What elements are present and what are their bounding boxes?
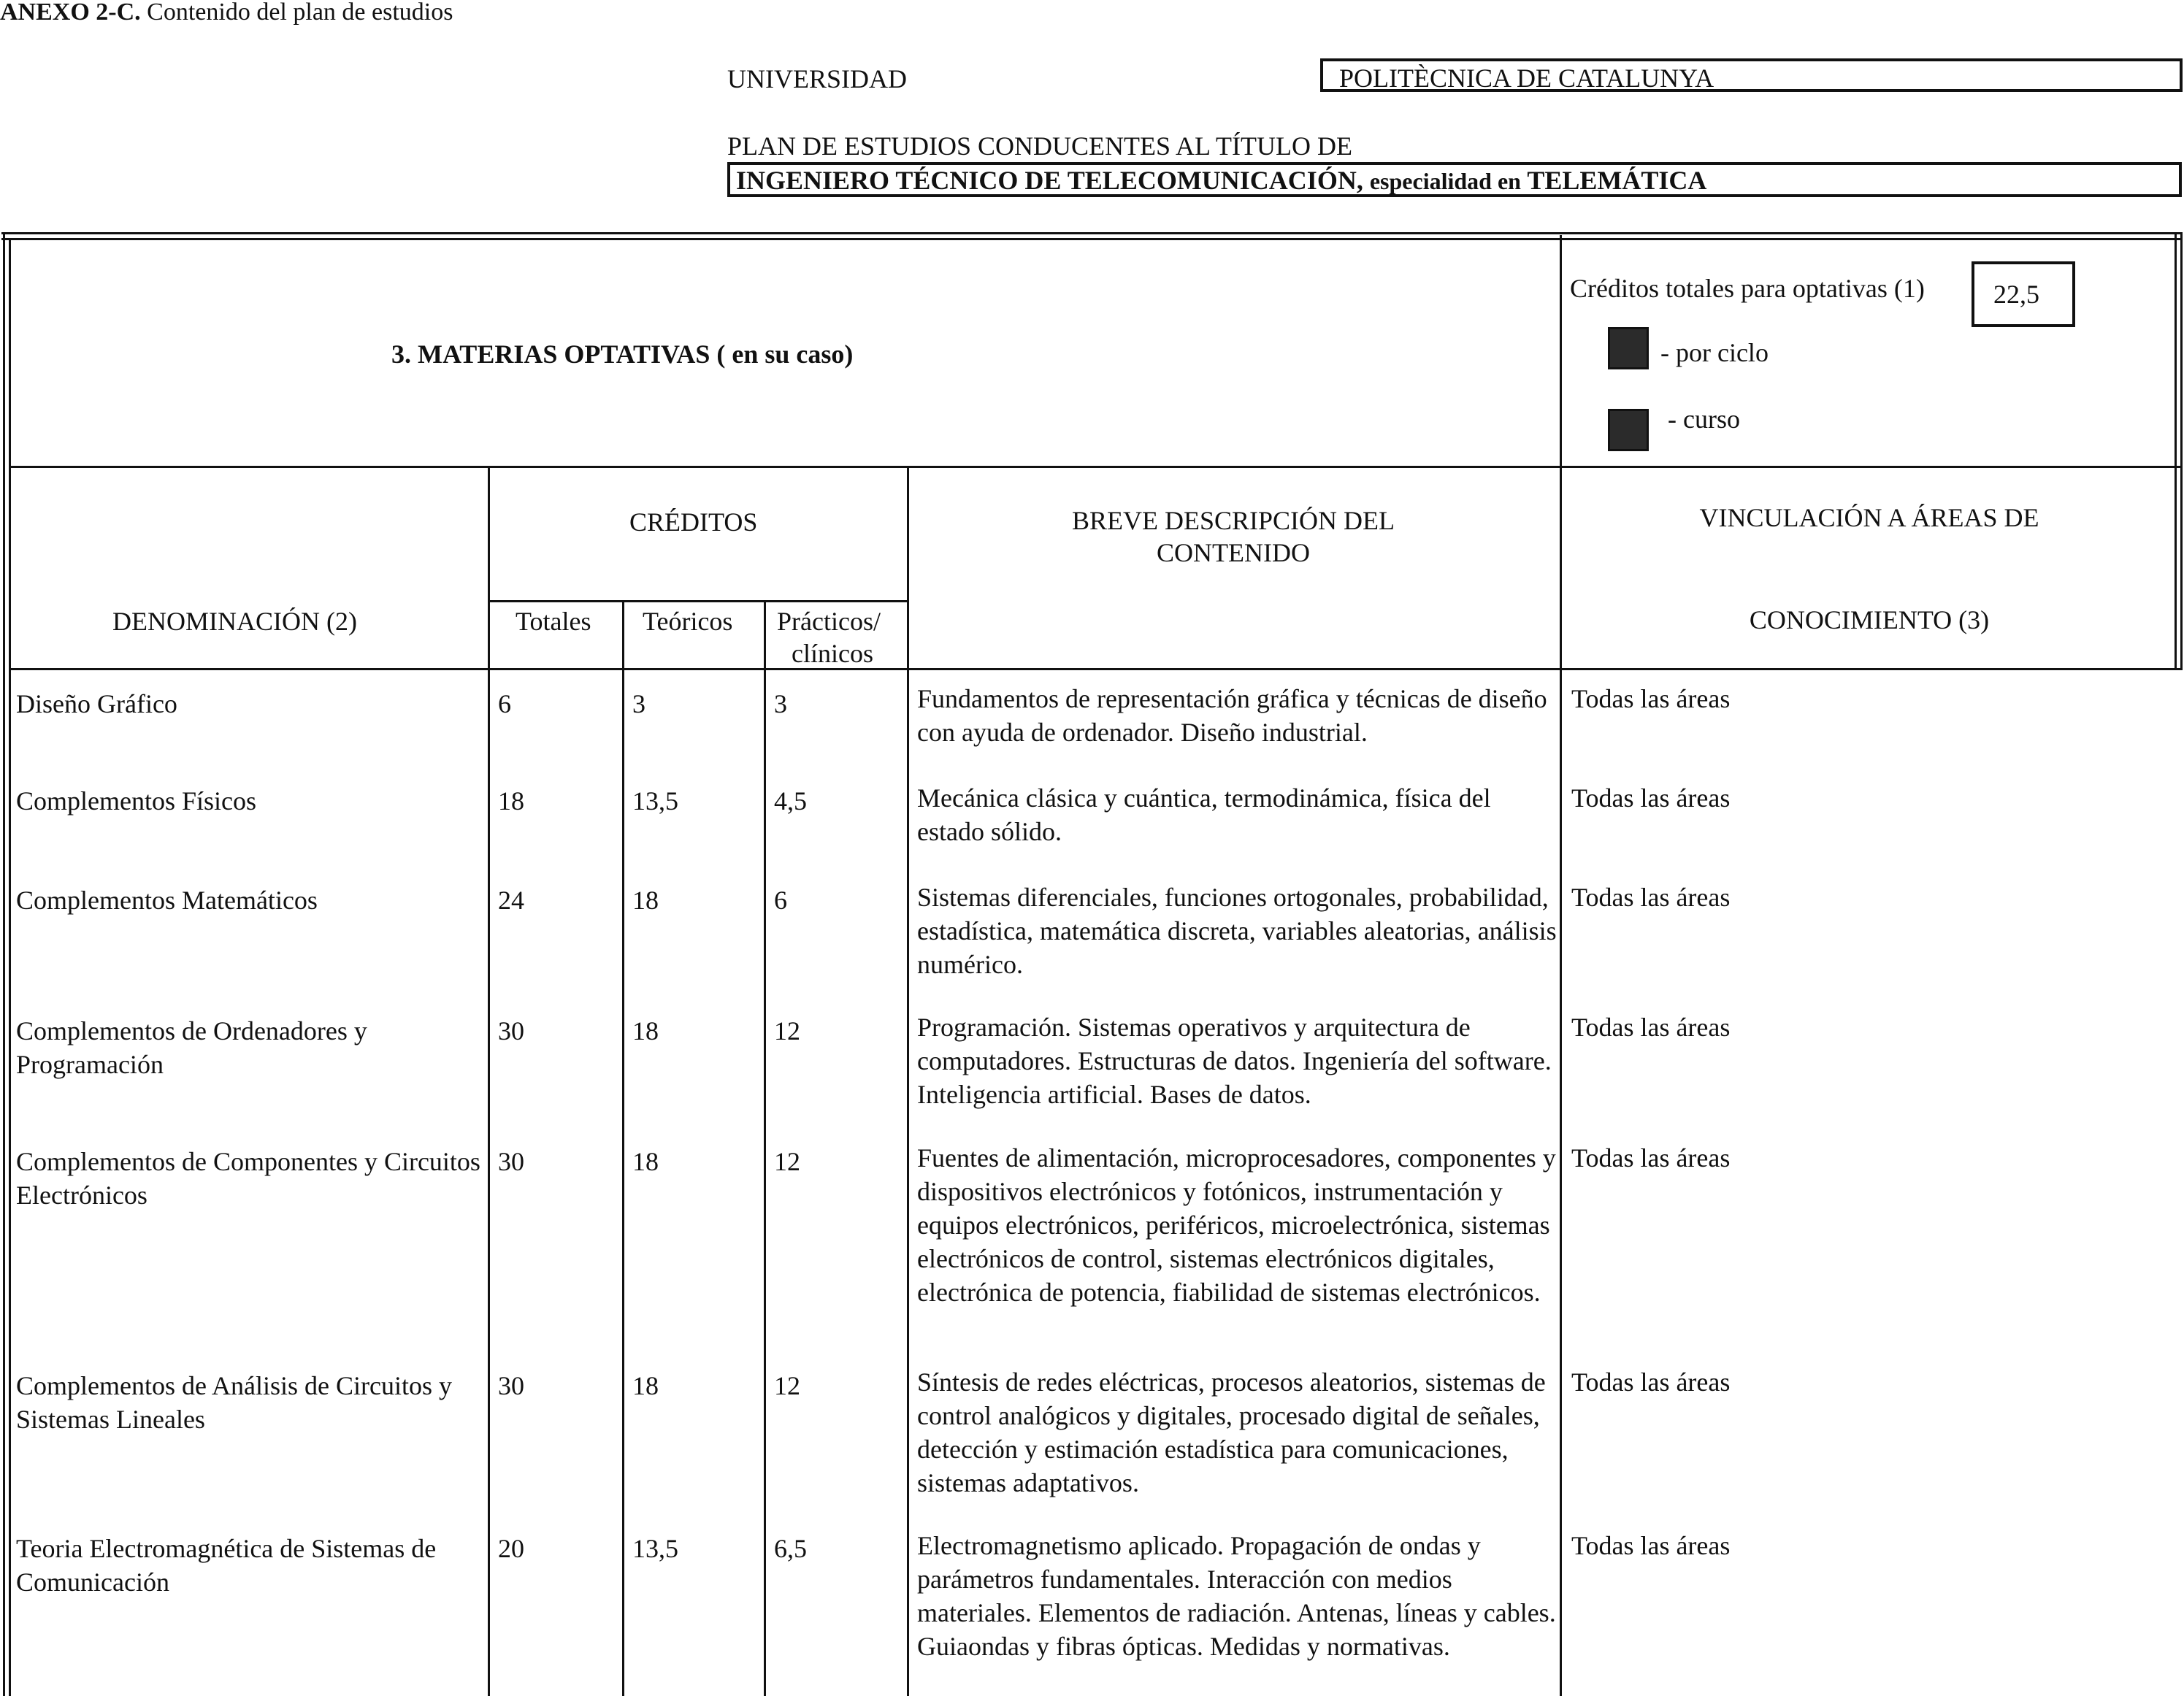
row-areas: Todas las áreas bbox=[1571, 684, 1731, 713]
col-divider-totales bbox=[488, 467, 490, 1696]
row-denominacion: Teoria Electromagnética de Sistemas de Comunicación bbox=[16, 1534, 437, 1597]
row-teoricos: 18 bbox=[632, 1147, 659, 1176]
header-bottom-line bbox=[9, 668, 2181, 670]
degree-name bbox=[736, 164, 1706, 198]
curso-label: - curso bbox=[1668, 404, 1740, 434]
por-ciclo-checkbox[interactable] bbox=[1608, 327, 1649, 369]
row-denominacion: Complementos de Ordenadores y Programación bbox=[16, 1016, 367, 1079]
row-totales: 6 bbox=[498, 689, 511, 718]
header-descripcion-2: CONTENIDO bbox=[1157, 538, 1310, 567]
optional-credits-value: 22,5 bbox=[1993, 280, 2039, 309]
header-denominacion: DENOMINACIÓN (2) bbox=[112, 607, 357, 636]
table-right-border-outer bbox=[2180, 232, 2183, 670]
row-descripcion: Fuentes de alimentación, microprocesadores, componentes y dispositivos electrónicos y fotónicos, instrumentación y equipos electrónicos, periféricos, microelectrónica, sistemas electrónicos de control, sistemas electrónicos digitales, electrónica de potencia, fiabilidad de sistemas electrónicos. bbox=[917, 1143, 1556, 1307]
row-teoricos: 18 bbox=[632, 1016, 659, 1045]
row-totales: 30 bbox=[498, 1147, 524, 1176]
col-divider-practicos bbox=[764, 600, 766, 1696]
plan-label: PLAN DE ESTUDIOS CONDUCENTES AL TÍTULO DE bbox=[727, 131, 1352, 161]
col-divider-teoricos bbox=[622, 600, 624, 1696]
row-practicos: 6,5 bbox=[774, 1534, 807, 1563]
header-vinculacion-1: VINCULACIÓN A ÁREAS DE bbox=[1699, 503, 2039, 532]
header-descripcion-1: BREVE DESCRIPCIÓN DEL bbox=[1071, 506, 1395, 535]
university-label: UNIVERSIDAD bbox=[727, 64, 907, 93]
row-teoricos: 3 bbox=[632, 689, 645, 718]
row-descripcion: Fundamentos de representación gráfica y técnicas de diseño con ayuda de ordenador. Diseño industrial. bbox=[917, 684, 1547, 747]
header-vinculacion-2: CONOCIMIENTO (3) bbox=[1749, 605, 1990, 634]
table-top-border-inner bbox=[1, 238, 2181, 240]
credits-subheader-line bbox=[488, 600, 907, 602]
col-divider-descripcion bbox=[907, 467, 909, 1696]
row-practicos: 12 bbox=[774, 1016, 800, 1045]
row-denominacion: Complementos Matemáticos bbox=[16, 886, 318, 915]
section-divider bbox=[9, 466, 2181, 468]
row-practicos: 6 bbox=[774, 886, 787, 915]
section-title: 3. MATERIAS OPTATIVAS ( en su caso) bbox=[391, 339, 854, 369]
annex-title bbox=[0, 0, 453, 28]
row-descripcion: Mecánica clásica y cuántica, termodinámica, física del estado sólido. bbox=[917, 783, 1491, 846]
row-areas: Todas las áreas bbox=[1571, 883, 1731, 912]
row-areas: Todas las áreas bbox=[1571, 1531, 1731, 1560]
optional-credits-label: Créditos totales para optativas (1) bbox=[1570, 274, 1925, 303]
table-left-border bbox=[3, 232, 5, 1696]
row-practicos: 12 bbox=[774, 1371, 800, 1400]
annex-text: Contenido del plan de estudios bbox=[147, 0, 453, 26]
row-denominacion: Complementos de Análisis de Circuitos y Sistemas Lineales bbox=[16, 1371, 452, 1434]
header-creditos: CRÉDITOS bbox=[629, 507, 758, 537]
row-totales: 30 bbox=[498, 1016, 524, 1045]
row-practicos: 12 bbox=[774, 1147, 800, 1176]
curso-checkbox[interactable] bbox=[1608, 409, 1649, 451]
header-practicos-1: Prácticos/ bbox=[777, 607, 881, 636]
row-totales: 20 bbox=[498, 1534, 524, 1563]
row-descripcion: Programación. Sistemas operativos y arquitectura de computadores. Estructuras de datos. Ingeniería del software. Inteligencia artificial. Bases de datos. bbox=[917, 1013, 1552, 1109]
degree-field: TELEMÁTICA bbox=[1527, 166, 1707, 195]
header-practicos-2: clínicos bbox=[792, 639, 873, 668]
annex-label: ANEXO 2-C. bbox=[0, 0, 141, 26]
table-top-border bbox=[1, 232, 2181, 234]
row-teoricos: 18 bbox=[632, 886, 659, 915]
row-areas: Todas las áreas bbox=[1571, 1013, 1731, 1042]
row-denominacion: Diseño Gráfico bbox=[16, 689, 177, 718]
header-totales: Totales bbox=[516, 607, 591, 636]
row-descripcion: Síntesis de redes eléctricas, procesos aleatorios, sistemas de control analógicos y digitales, procesado digital de señales, detección y estimación estadística para comunicaciones, sistemas adaptativos. bbox=[917, 1367, 1546, 1497]
row-teoricos: 13,5 bbox=[632, 1534, 678, 1563]
row-totales: 24 bbox=[498, 886, 524, 915]
degree-specialty: especialidad en bbox=[1369, 168, 1521, 194]
row-teoricos: 18 bbox=[632, 1371, 659, 1400]
col-divider-areas bbox=[1560, 235, 1562, 1696]
university-name: POLITÈCNICA DE CATALUNYA bbox=[1339, 64, 1714, 93]
row-areas: Todas las áreas bbox=[1571, 1367, 1731, 1397]
row-descripcion: Sistemas diferenciales, funciones ortogonales, probabilidad, estadística, matemática discreta, variables aleatorias, análisis numérico. bbox=[917, 883, 1557, 979]
row-practicos: 3 bbox=[774, 689, 787, 718]
row-totales: 18 bbox=[498, 786, 524, 816]
row-totales: 30 bbox=[498, 1371, 524, 1400]
row-teoricos: 13,5 bbox=[632, 786, 678, 816]
row-areas: Todas las áreas bbox=[1571, 783, 1731, 813]
row-descripcion: Electromagnetismo aplicado. Propagación de ondas y parámetros fundamentales. Interacción con medios materiales. Elementos de radiación. Antenas, líneas y cables. Guiaondas y fibras ópticas. Medidas y normativas. bbox=[917, 1531, 1556, 1661]
degree-main: INGENIERO TÉCNICO DE TELECOMUNICACIÓN, bbox=[736, 166, 1363, 195]
header-teoricos: Teóricos bbox=[643, 607, 733, 636]
row-denominacion: Complementos Físicos bbox=[16, 786, 257, 816]
por-ciclo-label: - por ciclo bbox=[1660, 338, 1769, 367]
row-practicos: 4,5 bbox=[774, 786, 807, 816]
row-denominacion: Complementos de Componentes y Circuitos Electrónicos bbox=[16, 1147, 480, 1210]
table-left-border-inner bbox=[9, 238, 11, 1696]
row-areas: Todas las áreas bbox=[1571, 1143, 1731, 1173]
